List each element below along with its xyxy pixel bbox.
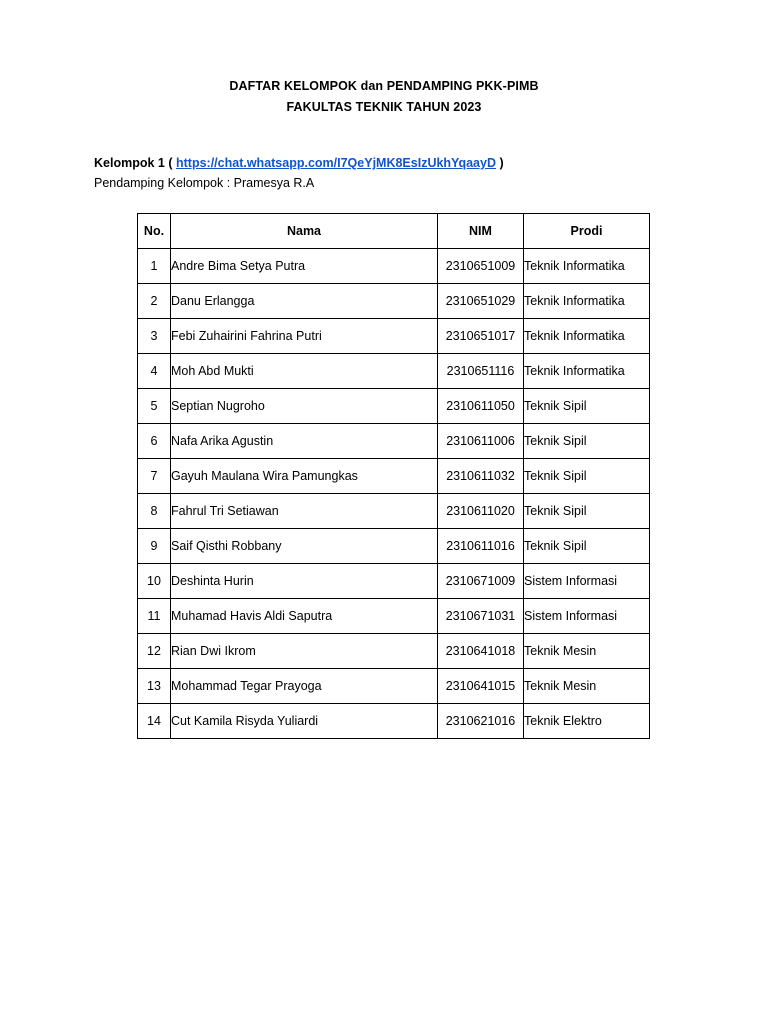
table-row (138, 704, 650, 739)
cell-nim: 2310611032 (438, 459, 524, 494)
cell-nim: 2310651116 (438, 354, 524, 389)
cell-prodi: Teknik Sipil (524, 529, 650, 564)
cell-no: 2 (138, 284, 171, 319)
cell-nim: 2310651017 (438, 319, 524, 354)
cell-nama: Moh Abd Mukti (171, 354, 438, 389)
cell-nama: Gayuh Maulana Wira Pamungkas (171, 459, 438, 494)
table-row (138, 354, 650, 389)
cell-no: 12 (138, 634, 171, 669)
cell-prodi: Teknik Informatika (524, 249, 650, 284)
cell-no: 10 (138, 564, 171, 599)
table-row (138, 284, 650, 319)
table-row (138, 494, 650, 529)
table-row (138, 669, 650, 704)
cell-nim: 2310611050 (438, 389, 524, 424)
cell-nama: Febi Zuhairini Fahrina Putri (171, 319, 438, 354)
group-open-paren: ( (168, 156, 173, 170)
cell-prodi: Teknik Mesin (524, 669, 650, 704)
cell-nama: Rian Dwi Ikrom (171, 634, 438, 669)
table-row (138, 634, 650, 669)
cell-no: 1 (138, 249, 171, 284)
table-row (138, 319, 650, 354)
cell-prodi: Teknik Mesin (524, 634, 650, 669)
cell-no: 14 (138, 704, 171, 739)
document-title: DAFTAR KELOMPOK dan PENDAMPING PKK-PIMB (229, 79, 539, 93)
cell-prodi: Teknik Sipil (524, 494, 650, 529)
cell-no: 13 (138, 669, 171, 704)
cell-prodi: Teknik Informatika (524, 284, 650, 319)
cell-prodi: Teknik Sipil (524, 424, 650, 459)
cell-prodi: Teknik Elektro (524, 704, 650, 739)
cell-nim: 2310671009 (438, 564, 524, 599)
header-nama: Nama (171, 214, 438, 249)
cell-no: 7 (138, 459, 171, 494)
cell-no: 9 (138, 529, 171, 564)
header-prodi: Prodi (524, 214, 650, 249)
table-row (138, 249, 650, 284)
cell-prodi: Teknik Informatika (524, 354, 650, 389)
table-row (138, 389, 650, 424)
table-header-row (138, 214, 650, 249)
table-row (138, 529, 650, 564)
cell-nama: Deshinta Hurin (171, 564, 438, 599)
group-close-paren: ) (499, 156, 504, 170)
header-no: No. (138, 214, 171, 249)
cell-prodi: Teknik Sipil (524, 459, 650, 494)
cell-nama: Andre Bima Setya Putra (171, 249, 438, 284)
table-row (138, 599, 650, 634)
cell-nim: 2310641018 (438, 634, 524, 669)
table-row (138, 564, 650, 599)
cell-nim: 2310611006 (438, 424, 524, 459)
cell-nama: Cut Kamila Risyda Yuliardi (171, 704, 438, 739)
cell-nama: Saif Qisthi Robbany (171, 529, 438, 564)
cell-nim: 2310671031 (438, 599, 524, 634)
table-row (138, 459, 650, 494)
cell-no: 8 (138, 494, 171, 529)
member-table (137, 213, 650, 739)
cell-nama: Mohammad Tegar Prayoga (171, 669, 438, 704)
cell-prodi: Teknik Informatika (524, 319, 650, 354)
cell-nama: Nafa Arika Agustin (171, 424, 438, 459)
cell-nim: 2310611020 (438, 494, 524, 529)
group-heading (94, 156, 504, 170)
cell-prodi: Teknik Sipil (524, 389, 650, 424)
table-row (138, 424, 650, 459)
cell-nama: Fahrul Tri Setiawan (171, 494, 438, 529)
cell-no: 6 (138, 424, 171, 459)
cell-nim: 2310651009 (438, 249, 524, 284)
cell-nama: Danu Erlangga (171, 284, 438, 319)
cell-prodi: Sistem Informasi (524, 599, 650, 634)
cell-nim: 2310621016 (438, 704, 524, 739)
group-label: Kelompok 1 (94, 156, 165, 170)
cell-no: 5 (138, 389, 171, 424)
whatsapp-group-link[interactable]: https://chat.whatsapp.com/I7QeYjMK8EsIzUkhYqaayD (176, 156, 496, 170)
cell-no: 4 (138, 354, 171, 389)
cell-nim: 2310611016 (438, 529, 524, 564)
header-nim: NIM (438, 214, 524, 249)
cell-nim: 2310651029 (438, 284, 524, 319)
mentor-line: Pendamping Kelompok : Pramesya R.A (94, 176, 315, 190)
cell-nama: Septian Nugroho (171, 389, 438, 424)
cell-no: 11 (138, 599, 171, 634)
cell-no: 3 (138, 319, 171, 354)
cell-prodi: Sistem Informasi (524, 564, 650, 599)
cell-nim: 2310641015 (438, 669, 524, 704)
cell-nama: Muhamad Havis Aldi Saputra (171, 599, 438, 634)
document-subtitle: FAKULTAS TEKNIK TAHUN 2023 (286, 100, 482, 114)
